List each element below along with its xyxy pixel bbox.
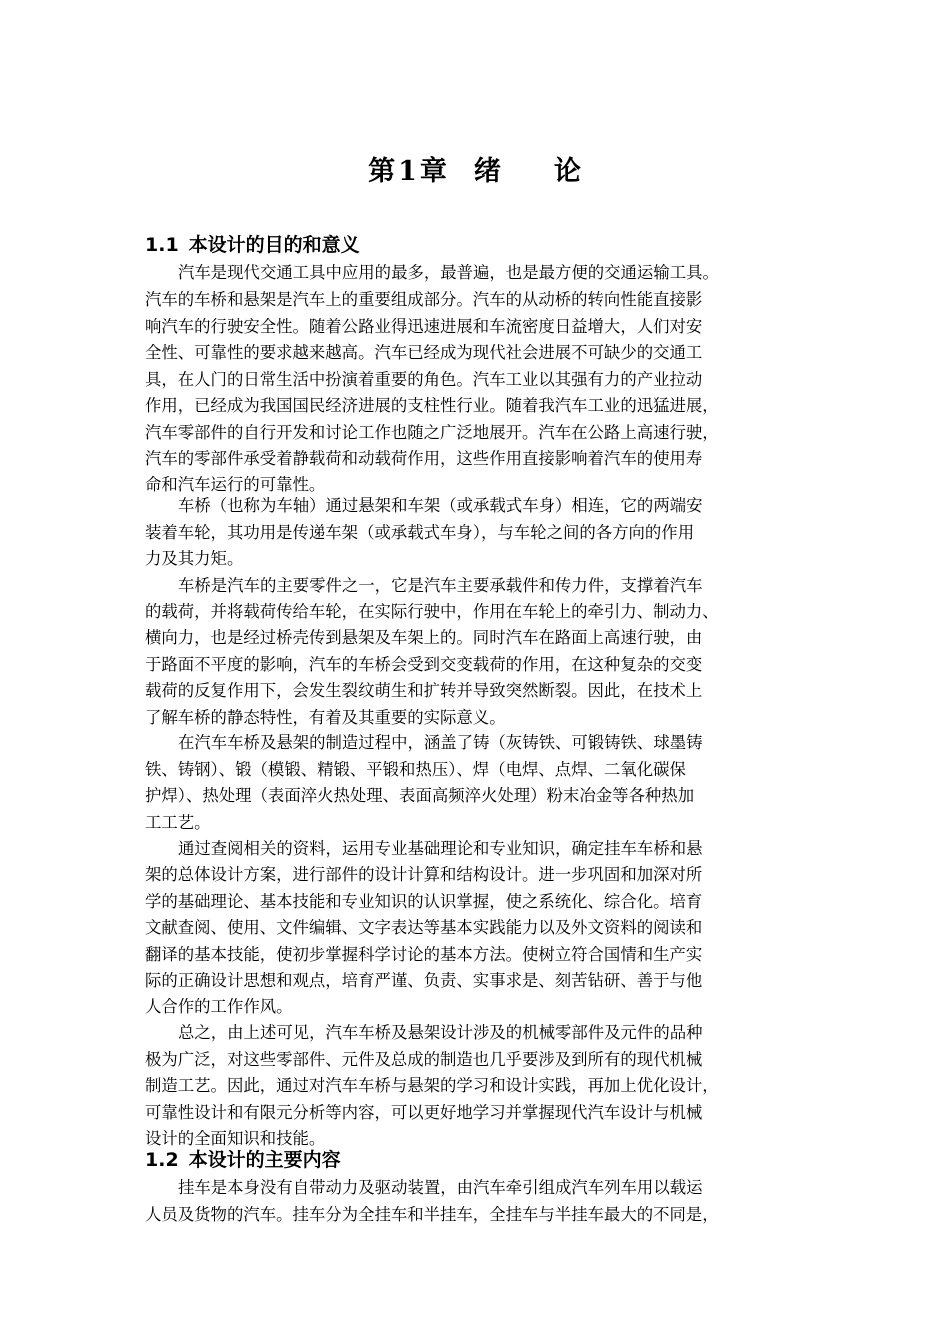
section-title: 本设计的主要内容: [188, 1149, 341, 1171]
paragraph-line: 通过查阅相关的资料，运用专业基础理论和专业知识，确定挂车车桥和悬: [178, 839, 703, 858]
paragraph-line: 汽车零部件的自行开发和讨论工作也随之广泛地展开。汽车在公路上高速行驶，: [145, 423, 719, 442]
paragraph-line: 车桥（也称为车轴）通过悬架和车架（或承载式车身）相连，它的两端安: [178, 496, 703, 515]
paragraph-line: 载荷的反复作用下，会发生裂纹萌生和扩转并导致突然断裂。因此，在技术上: [145, 681, 703, 700]
paragraph-line: 力及其力矩。: [145, 549, 244, 568]
paragraph-line: 护焊）、热处理（表面淬火热处理、表面高频淬火处理）粉末冶金等各种热加: [145, 786, 695, 805]
paragraph-line: 横向力，也是经过桥壳传到悬架及车架上的。同时汽车在路面上高速行驶，由: [145, 628, 703, 647]
paragraph-line: 汽车的零部件承受着静载荷和动载荷作用，这些作用直接影响着汽车的使用寿: [145, 449, 703, 468]
paragraph-line: 际的正确设计思想和观点，培育严谨、负责、实事求是、刻苦钻研、善于与他: [145, 971, 703, 990]
paragraph-line: 汽车是现代交通工具中应用的最多，最普遍，也是最方便的交通运输工具。: [178, 263, 719, 282]
paragraph-line: 设计的全面知识和技能。: [145, 1129, 326, 1148]
paragraph-line: 制造工艺。因此，通过对汽车车桥与悬架的学习和设计实践，再加上优化设计，: [145, 1076, 719, 1095]
paragraph-line: 人合作的工作作风。: [145, 997, 293, 1016]
paragraph-line: 架的总体设计方案，进行部件的设计计算和结构设计。进一步巩固和加深对所: [145, 865, 703, 884]
paragraph-line: 在汽车车桥及悬架的制造过程中，涵盖了铸（灰铸铁、可锻铸铁、球墨铸: [178, 733, 703, 752]
chapter-title-char-2: 论: [553, 156, 582, 187]
chapter-title-char-1: 绪: [473, 156, 502, 187]
section-heading-1-2: [145, 1147, 341, 1173]
section-number: 1.1: [145, 234, 179, 256]
section-title: 本设计的目的和意义: [188, 234, 360, 256]
section-heading-1-1: [145, 232, 360, 258]
paragraph-line: 总之，由上述可见，汽车车桥及悬架设计涉及的机械零部件及元件的品种: [178, 1023, 703, 1042]
paragraph-line: 工工艺。: [145, 813, 211, 832]
paragraph-line: 铁、铸钢）、锻（模锻、精锻、平锻和热压）、焊（电焊、点焊、二氧化碳保: [145, 760, 686, 779]
paragraph-line: 翻译的基本技能，使初步掌握科学讨论的基本方法。使树立符合国情和生产实: [145, 945, 703, 964]
paragraph-line: 了解车桥的静态特性，有着及其重要的实际意义。: [145, 708, 506, 727]
paragraph-line: 作用，已经成为我国国民经济进展的支柱性行业。随着我汽车工业的迅猛进展，: [145, 396, 719, 415]
chapter-label: 章: [419, 156, 448, 187]
paragraph-line: 汽车的车桥和悬架是汽车上的重要组成部分。汽车的从动桥的转向性能直接影: [145, 290, 703, 309]
paragraph-line: 的载荷，并将载荷传给车轮，在实际行驶中，作用在车轮上的牵引力、制动力、: [145, 602, 719, 621]
paragraph-line: 装着车轮，其功用是传递车架（或承载式车身），与车轮之间的各方向的作用: [145, 523, 695, 542]
paragraph-line: 极为广泛，对这些零部件、元件及总成的制造也几乎要涉及到所有的现代机械: [145, 1050, 703, 1069]
paragraph-line: 人员及货物的汽车。挂车分为全挂车和半挂车，全挂车与半挂车最大的不同是，: [145, 1205, 719, 1224]
paragraph-line: 挂车是本身没有自带动力及驱动装置，由汽车牵引组成汽车列车用以载运: [178, 1178, 703, 1197]
chapter-prefix: 第: [368, 156, 397, 187]
paragraph-line: 文献查阅、使用、文件编辑、文字表达等基本实践能力以及外文资料的阅读和: [145, 918, 703, 937]
paragraph-line: 命和汽车运行的可靠性。: [145, 475, 326, 494]
paragraph-line: 全性、可靠性的要求越来越高。汽车已经成为现代社会进展不可缺少的交通工: [145, 343, 703, 362]
chapter-number: 1: [398, 156, 418, 187]
paragraph-line: 具，在人门的日常生活中扮演着重要的角色。汽车工业以其强有力的产业拉动: [145, 370, 703, 389]
chapter-title: [0, 152, 950, 192]
paragraph-line: 车桥是汽车的主要零件之一，它是汽车主要承载件和传力件，支撑着汽车: [178, 576, 703, 595]
paragraph-line: 可靠性设计和有限元分析等内容，可以更好地学习并掌握现代汽车设计与机械: [145, 1103, 703, 1122]
section-number: 1.2: [145, 1149, 179, 1171]
paragraph-line: 于路面不平度的影响，汽车的车桥会受到交变载荷的作用，在这种复杂的交变: [145, 655, 703, 674]
paragraph-line: 学的基础理论、基本技能和专业知识的认识掌握，使之系统化、综合化。培育: [145, 892, 703, 911]
paragraph-line: 响汽车的行驶安全性。随着公路业得迅速进展和车流密度日益增大，人们对安: [145, 317, 703, 336]
